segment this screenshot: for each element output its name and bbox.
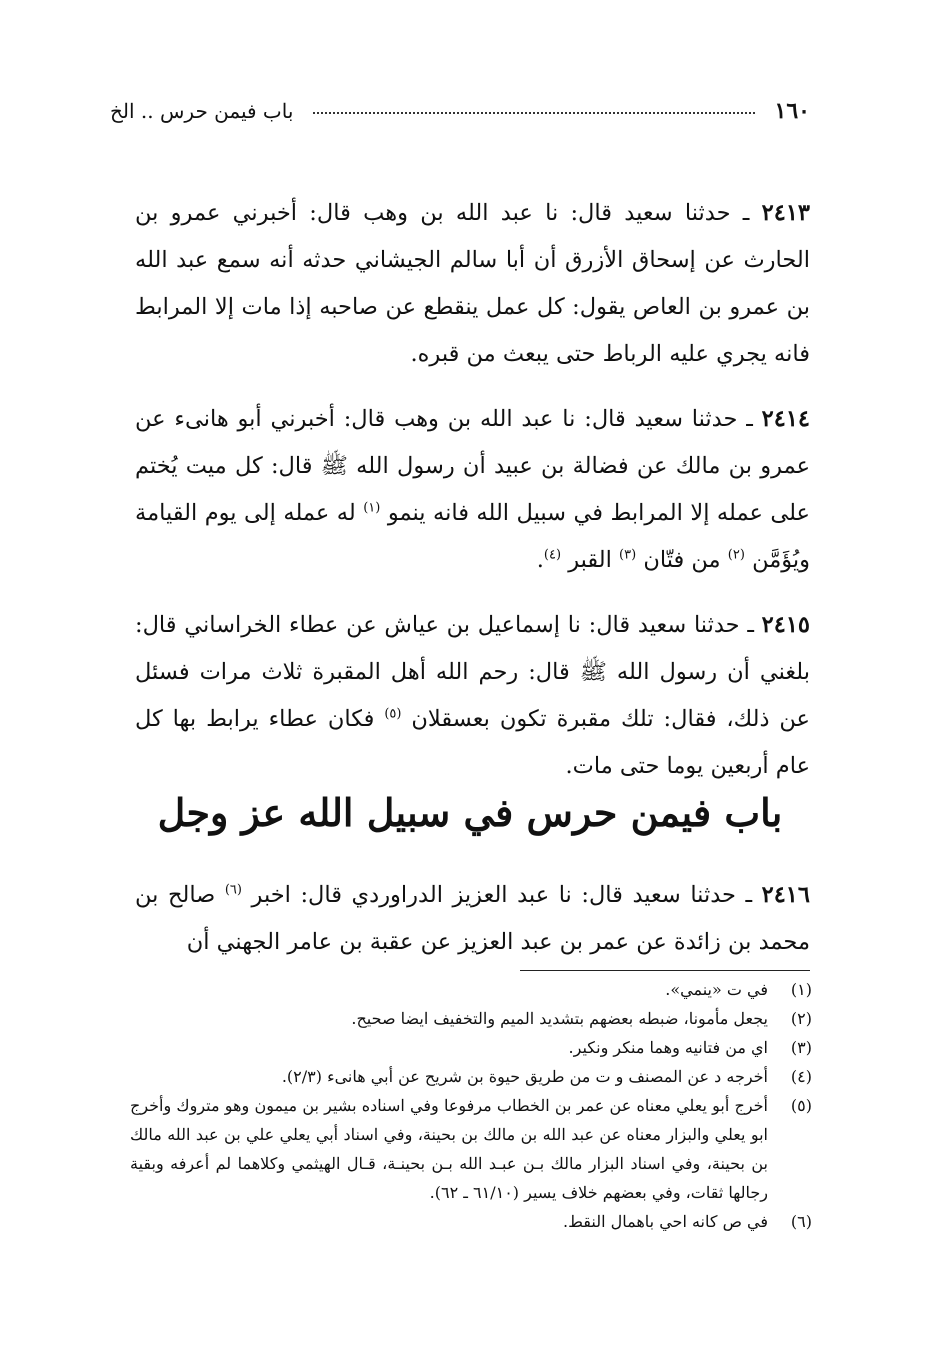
header-dotted-rule (313, 112, 754, 114)
footnote-text: يجعل مأمونا، ضبطه بعضهم بتشديد الميم والتخفيف ايضا صحيح. (351, 1009, 768, 1028)
running-title: باب فيمن حرس .. الخ (110, 99, 294, 123)
footnotes (130, 975, 812, 1236)
footnote (130, 1004, 812, 1033)
hadith-text: صالح بن محمد بن زائدة عن عمر بن عبد العزيز عن عقبة بن عامر الجهني أن (135, 882, 810, 955)
footnote-ref-6[interactable]: (٦) (224, 882, 242, 898)
footnote (130, 1207, 812, 1236)
footnote-number: (٣) (790, 1038, 812, 1057)
footnote-ref-2[interactable]: (٢) (727, 547, 745, 563)
footnote-ref-4[interactable]: (٤) (543, 547, 562, 563)
hadith-text: القبر (568, 547, 620, 573)
footnote-text: في ت «ينمي». (665, 980, 768, 999)
page-number: ١٦٠ (774, 98, 810, 124)
footnote-ref-3[interactable]: (٣) (619, 547, 637, 563)
hadith-2414 (135, 396, 810, 584)
hadith-number: ٢٤١٦ (761, 882, 810, 908)
footnote-number: (٦) (790, 1212, 812, 1231)
hadith-text: ـ حدثنا سعيد قال: نا عبد الله بن وهب قال: أخبرني أبو هانىء عن عمرو بن مالك عن فضالة بن عبيد أن رسول الله ﷺ قال: كل ميت يُختم على عمله إلا المرابط في سبيل الله فانه ينمو (135, 406, 810, 526)
hadith-text: ـ حدثنا سعيد قال: نا عبد العزيز الدراوردي قال: اخبر (251, 882, 762, 908)
footnote-text: اي من فتانيه وهما منكر ونكير. (568, 1038, 768, 1057)
footnote-text: أخرج أبو يعلي معناه عن عمر بن الخطاب مرفوعا وفي اسناده بشير بن ميمون وهو متروك وأخرج ابو يعلي والبزار معناه عن عبد الله بن مالك بن بحينة، وفي اسناد أبي يعلي علي بن عبد الله مالك بن بحينة، وفي اسناد البزار مالك بـن عبـد الله بـن بحينـة، قـال الهيثمي وكلاهما لم أعرفه وبقية رجالها ثقات، وفي بعضهم خلاف يسير (٦١/١٠ ـ ٦٢). (130, 1096, 769, 1202)
page-header (110, 96, 810, 126)
footnote-ref-1[interactable]: (١) (363, 500, 381, 516)
hadith-2413 (135, 190, 810, 378)
hadith-number: ٢٤١٤ (761, 406, 810, 432)
hadith-number: ٢٤١٥ (761, 612, 810, 638)
footnote-separator (520, 970, 810, 971)
footnote (130, 1033, 812, 1062)
footnote-ref-5[interactable]: (٥) (384, 706, 402, 722)
footnote-number: (١) (790, 980, 812, 999)
hadith-text: . (536, 547, 544, 573)
footnote-number: (٥) (790, 1096, 812, 1115)
footnote-text: في ص كانه احي باهمال النقط. (563, 1212, 768, 1231)
hadith-number: ٢٤١٣ (761, 200, 810, 226)
main-text (135, 190, 810, 808)
chapter-title: باب فيمن حرس في سبيل الله عز وجل (157, 790, 783, 835)
hadith-text: ـ حدثنا سعيد قال: نا إسماعيل بن عياش عن عطاء الخراساني قال: بلغني أن رسول الله ﷺ قال: رحم الله أهل المقبرة ثلاث مرات فسئل عن ذلك، فقال: تلك مقبرة تكون بعسقلان (135, 612, 810, 732)
hadith-text: له عمله إلى يوم القيامة ويُؤَمَّن (135, 500, 810, 573)
hadith-2415 (135, 602, 810, 790)
footnote (130, 975, 812, 1004)
footnote-text: أخرجه د عن المصنف و ت من طريق حيوة بن شريح عن أبي هانىء (٢/٣). (281, 1067, 768, 1086)
hadith-text: ـ حدثنا سعيد قال: نا عبد الله بن وهب قال: أخبرني عمرو بن الحارث عن إسحاق الأزرق أن أبا سالم الجيشاني حدثه أنه سمع عبد الله بن عمرو بن العاص يقول: كل عمل ينقطع عن صاحبه إذا مات إلا المرابط فانه يجري عليه الرباط حتى يبعث من قبره. (135, 200, 810, 367)
footnote-number: (٢) (790, 1009, 812, 1028)
footnote (130, 1062, 812, 1091)
footnote (130, 1091, 812, 1207)
hadith-text: من فتّان (643, 547, 728, 573)
hadith-2416 (135, 872, 810, 966)
footnote-number: (٤) (790, 1067, 812, 1086)
hadith-text: فكان عطاء يرابط بها كل عام أربعين يوما حتى مات. (135, 706, 810, 779)
